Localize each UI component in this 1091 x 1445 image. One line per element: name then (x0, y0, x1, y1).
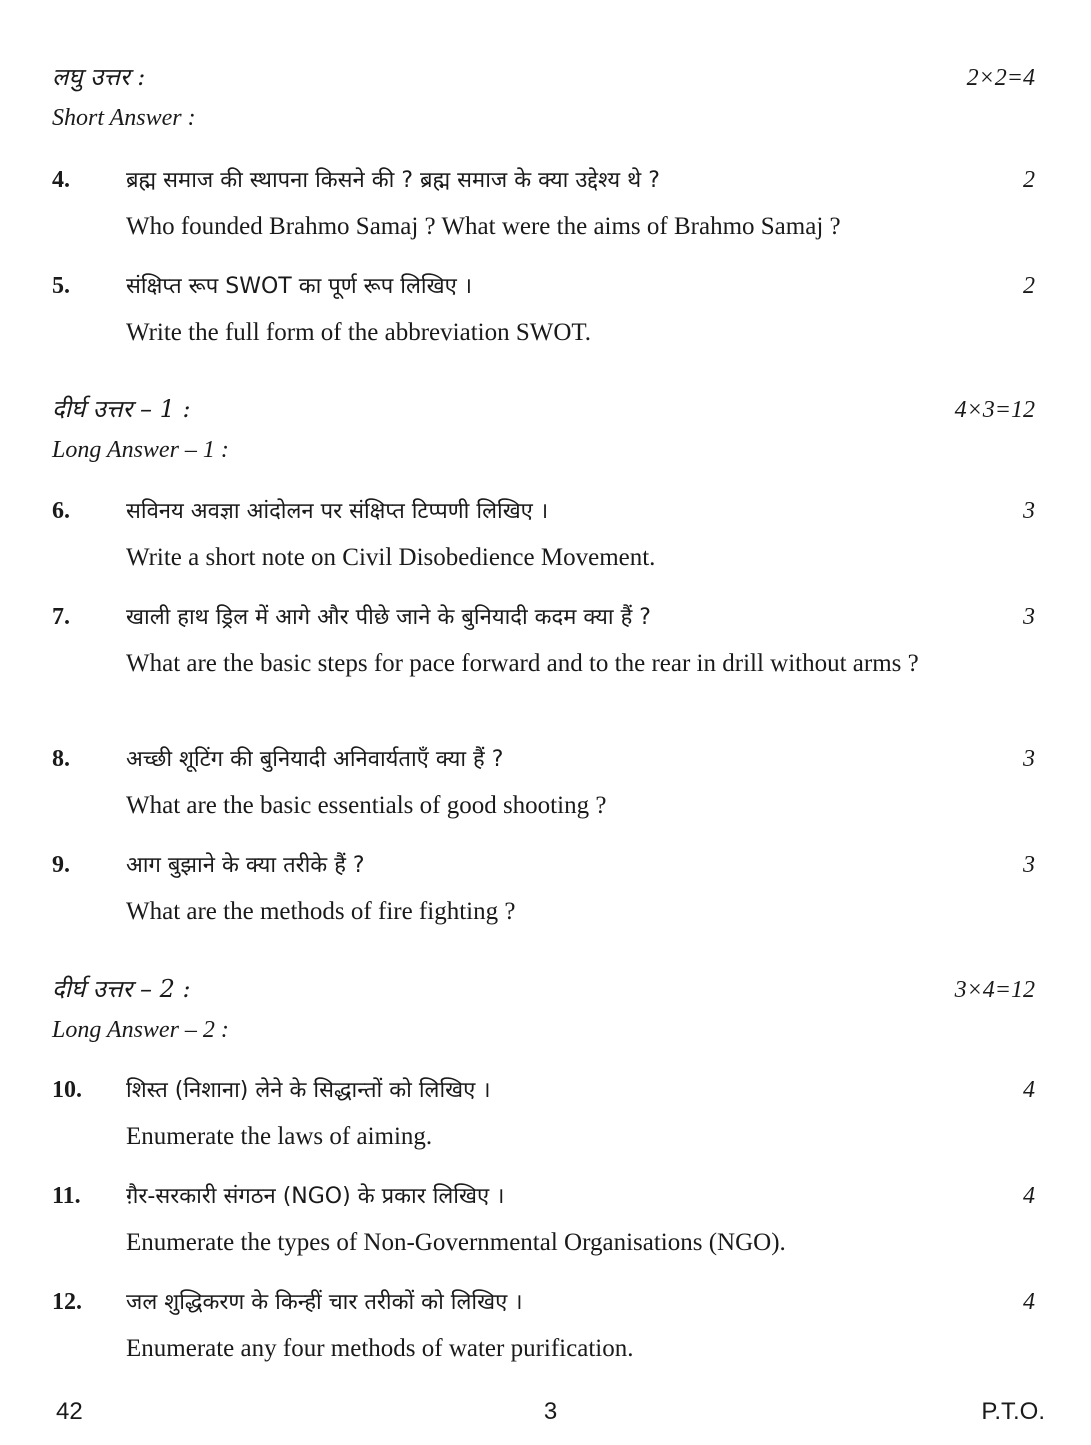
section-marks: 3×4=12 (954, 977, 1035, 1003)
question-11 (52, 1180, 1035, 1261)
question-text-hindi: खाली हाथ ड्रिल में आगे और पीछे जाने के बुनियादी कदम क्या हैं ? (126, 605, 651, 630)
section-title-english: Long Answer – 2 : (52, 1017, 229, 1043)
question-number: 12. (52, 1289, 82, 1315)
question-8 (52, 743, 1035, 824)
page-number: 3 (543, 1398, 558, 1425)
question-text-hindi: शिस्त (निशाना) लेने के सिद्धान्तों को लिखिए । (126, 1078, 491, 1103)
question-text-hindi: जल शुद्धिकरण के किन्हीं चार तरीकों को लिखिए । (126, 1290, 523, 1315)
question-text-hindi: ग़ैर-सरकारी संगठन (NGO) के प्रकार लिखिए । (126, 1184, 505, 1209)
question-marks: 3 (1023, 498, 1035, 524)
question-marks: 3 (1023, 604, 1035, 630)
question-4 (52, 164, 1035, 245)
section-title-hindi: लघु उत्तर : (52, 63, 146, 91)
section-long-answer-2 (52, 972, 1035, 1044)
question-5 (52, 270, 1035, 351)
question-number: 7. (52, 604, 70, 630)
question-text-english: Who founded Brahmo Samaj ? What were the aims of Brahmo Samaj ? (126, 213, 841, 240)
question-number: 10. (52, 1077, 82, 1103)
section-marks: 4×3=12 (954, 397, 1035, 423)
question-text-hindi: अच्छी शूटिंग की बुनियादी अनिवार्यताएँ क्या हैं ? (126, 747, 504, 772)
question-text-english: Enumerate any four methods of water purification. (126, 1335, 634, 1362)
question-text-hindi: संक्षिप्त रूप SWOT का पूर्ण रूप लिखिए । (126, 274, 473, 299)
question-number: 5. (52, 273, 70, 299)
question-9 (52, 849, 1035, 930)
section-title-hindi: दीर्घ उत्तर – 1 : (52, 395, 191, 423)
question-marks: 4 (1023, 1077, 1035, 1103)
page-footer (56, 1398, 1045, 1426)
pto-label: P.T.O. (981, 1398, 1045, 1425)
question-text-hindi: ब्रह्म समाज की स्थापना किसने की ? ब्रह्म समाज के क्या उद्देश्य थे ? (126, 168, 660, 193)
section-short-answer (52, 60, 1035, 132)
section-title-english: Short Answer : (52, 105, 196, 131)
section-title-hindi: दीर्घ उत्तर – 2 : (52, 975, 191, 1003)
question-text-english: Write the full form of the abbreviation SWOT. (126, 319, 592, 346)
question-marks: 2 (1023, 167, 1035, 193)
question-text-english: What are the basic steps for pace forward and to the rear in drill without arms ? (126, 650, 919, 677)
question-number: 8. (52, 746, 70, 772)
question-marks: 4 (1023, 1183, 1035, 1209)
question-6 (52, 495, 1035, 576)
question-number: 6. (52, 498, 70, 524)
question-marks: 3 (1023, 852, 1035, 878)
section-title-english: Long Answer – 1 : (52, 437, 229, 463)
question-7 (52, 601, 1035, 682)
question-text-english: What are the basic essentials of good shooting ? (126, 792, 607, 819)
question-12 (52, 1286, 1035, 1367)
question-text-english: What are the methods of fire fighting ? (126, 898, 516, 925)
question-marks: 4 (1023, 1289, 1035, 1315)
question-number: 9. (52, 852, 70, 878)
question-marks: 2 (1023, 273, 1035, 299)
question-text-english: Write a short note on Civil Disobedience Movement. (126, 544, 656, 571)
section-marks: 2×2=4 (966, 65, 1035, 91)
section-long-answer-1 (52, 392, 1035, 464)
question-text-english: Enumerate the types of Non-Governmental Organisations (NGO). (126, 1229, 786, 1256)
question-10 (52, 1074, 1035, 1155)
question-text-english: Enumerate the laws of aiming. (126, 1123, 433, 1150)
question-text-hindi: आग बुझाने के क्या तरीके हैं ? (126, 853, 365, 878)
question-number: 4. (52, 167, 70, 193)
question-text-hindi: सविनय अवज्ञा आंदोलन पर संक्षिप्त टिप्पणी लिखिए । (126, 499, 549, 524)
paper-code: 42 (56, 1398, 83, 1425)
question-marks: 3 (1023, 746, 1035, 772)
question-number: 11. (52, 1183, 81, 1209)
